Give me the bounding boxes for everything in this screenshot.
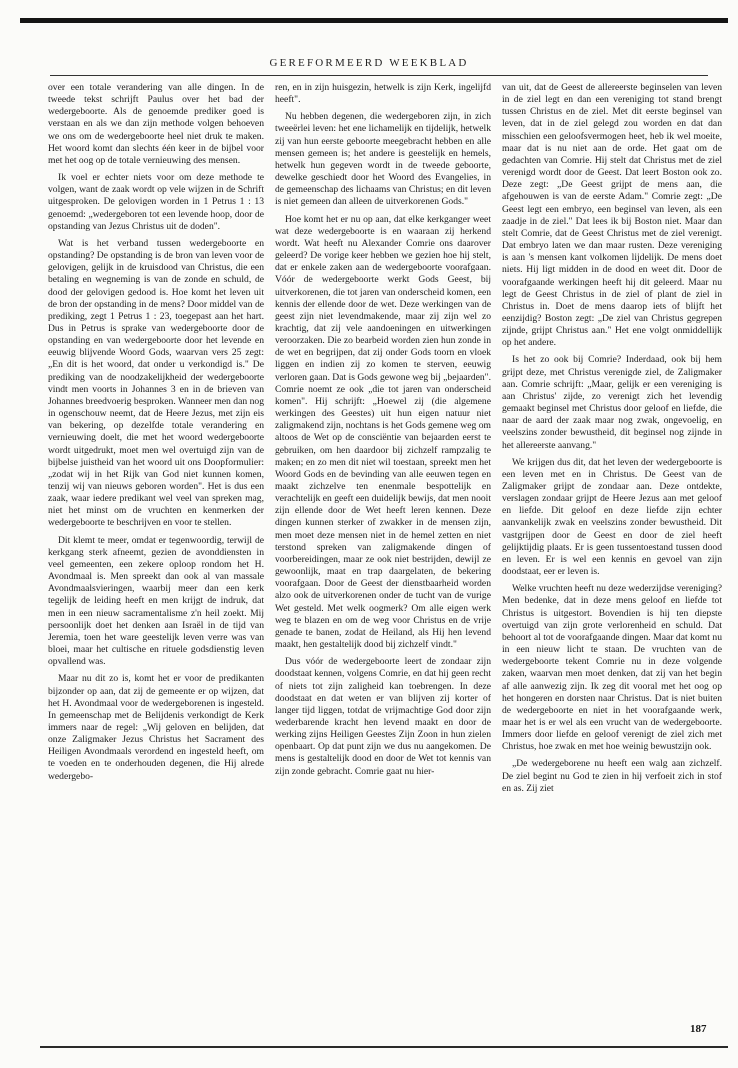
- paragraph: over een totale verandering van alle dingen. In de tweede tekst schrijft Paulus over het bad der wedergeboorte. Als de genoemde prediker goed is verstaan en als we dan zijn methode volgen behoeven we ons om de wedergeboorte heel niet druk te maken. Het woord komt dan slechts één keer in de bijbel voor met het oog op de totale vernieuwing des mensen.: [48, 82, 264, 166]
- running-header: GEREFORMEERD WEEKBLAD: [269, 57, 469, 69]
- text-column-3: [502, 82, 722, 1020]
- bottom-border-rule: [40, 1046, 728, 1048]
- paragraph: Nu hebben degenen, die wedergeboren zijn, in zich tweeërlei leven: het ene lichamelijk en tijdelijk, hetwelk zij van hun eerste geboorte meegebracht hebben en alle mensen gemeen is; het andere is geestelijk en hemels, hetwelk hun gegeven wordt in de tweede geboorte, dewelke geschiedt door het Woord des Evangelies, in de gemeenschap des lichaams van Christus; en dit leven is niet gemeen dan alleen de uitverkorenen Gods.": [275, 111, 491, 208]
- text-column-2: [275, 82, 491, 1020]
- paragraph: We krijgen dus dit, dat het leven der wedergeboorte is een leven met en in Christus. De Geest van de Zaligmaker grijpt de zondaar aan. Deze ontdekte, verslagen zondaar grijpt de Heere Jezus aan met geloof en liefde. Dit geloof en deze liefde zijn echter aanvankelijk zwak en veelszins zonder bewustheid. Dit vastgrijpen door de Geest en door de ziel heeft gelijktijdig plaats. Er is geen tussentoestand tussen dood en leven. Er is wel een kennis en gevoel van zijn doodstaat, eer er leven is.: [502, 456, 722, 578]
- paragraph: Ik voel er echter niets voor om deze methode te volgen, want de zaak wordt op vele wijzen in de Schrift uitgesproken. De gelovigen worden in 1 Petrus 1 : 13 genoemd: „wedergeboren tot een levende hoop, door de opstanding van Jezus Christus uit de doden".: [48, 172, 264, 232]
- page-number: 187: [690, 1023, 707, 1035]
- text-column-1: [48, 82, 264, 1020]
- paragraph: ren, en in zijn huisgezin, hetwelk is zijn Kerk, ingelijfd heeft".: [275, 82, 491, 106]
- paragraph: Welke vruchten heeft nu deze wederzijdse vereniging? Men bedenke, dat in deze mens geloof en liefde tot Christus is uitgestort. Bovendien is hij ten diepste overtuigd van zijn grote verlorenheid en schuld. Dat behoort al tot de voorafgaande dingen. Maar dat komt nu in een nieuw licht te staan. De vruchten van de wedergeboorte tekent Comrie nu in deze volgende zaken, waarvan men moet denken, dat zij van het begin af alle aanwezig zijn. Ik zeg dit vooral met het oog op het hongeren en dorsten naar Christus. Dat is niet buiten de wedergeboorte en niet in het voorafgaande werk, maar het is er wel als een vrucht van de wedergeboorte. Immers door liefde en geloof verenigt de ziel zich met Christus, hoe zwak en met hoe weinig bewustzijn ook.: [502, 583, 722, 753]
- header-rule: [50, 75, 708, 76]
- paragraph: Maar nu dit zo is, komt het er voor de predikanten bijzonder op aan, dat zij de gemeente er op wijzen, dat het H. Avondmaal voor de wedergeborenen is ingesteld. In gemeenschap met de Belijdenis verkondigt de Kerk immers naar de regel: „Wij geloven en belijden, dat onze Zaligmaker Jezus Christus het Sacrament des Heiligen Avondmaals verordend en ingesteld heeft, om te voeden en te onderhouden degenen, die Hij alrede wedergebo-: [48, 673, 264, 782]
- paragraph: Wat is het verband tussen wedergeboorte en opstanding? De opstanding is de bron van leven voor de gelovigen, gelijk in de kruisdood van Christus, die een betaling en wegneming is van de zonde en schuld, de dood der gelovigen gedood is. Hoe komt het leven uit de bron der opstanding in de mens? Door middel van de prediking, zegt 1 Petrus 1 : 23, toegepast aan het hart. Dus in Petrus is sprake van wedergeboorte door de opstanding en van wedergeboorte door het levende en eeuwig blijvende Woord Gods, waarvan vers 25 zegt: „En dit is het woord, dat onder u verkondigd is." De prediking van de noodzakelijkheid der wedergeboorte vindt men voorts in Johannes 3 en in de brieven van Johannes breedvoerig besproken. Wanneer men dan nog in ogenschouw neemt, dat de Heere Jezus, met zijn eis van bekering, op dezelfde totale verandering en vernieuwing doelt, die met het woord wedergeboorte wordt uitgedrukt, moet men wel overtuigd zijn van de bijbelse juistheid van het woord uit ons Doopformulier: „zodat wij in het Rijk van God niet kunnen komen, tenzij wij van nieuws geboren worden". Het is dus een zaak, waar iedere predikant wel veel van spreken mag, niet het minst om de vruchten en kenmerken der wedergeboorte te beschrijven en voor te stellen.: [48, 237, 264, 529]
- paragraph: Dit klemt te meer, omdat er tegenwoordig, terwijl de kerkgang sterk afneemt, gezien de avonddiensten in veel gemeenten, een zekere oploop rondom het H. Avondmaal is. Men spreekt dan ook al van massale Avondmaalsvieringen, waarbij meer dan een kerk tegelijk de leiding heeft en men krijgt de indruk, dat men in een nieuw sacramentalisme z'n heil zoekt. Mij persoonlijk doet het denken aan Israël in de tijd van Jeremia, toen het ware geestelijk leven verre was van bloei, maar het cultische en rituele godsdienstig leven opvallend was.: [48, 534, 264, 668]
- paragraph: Hoe komt het er nu op aan, dat elke kerkganger weet wat deze wedergeboorte is en waaraan zij herkend wordt. Wat heeft nu Alexander Comrie ons daarover geleerd? De vorige keer hebben we gezien hoe hij stelt, dat er enkele zaken aan de wedergeboorte voorafgaan. Vóór de wedergeboorte werkt Gods Geest, bij uitverkorenen, die tot jaren van onderscheid komen, een kennis der ellende door de wet. Deze werkingen van de geest zijn niet levendmakende, maar zij zijn wel zo krachtig, dat zij vele aandoeningen en uitwerkingen veroorzaken. Die zo bearbeid worden zien hun zonde in de wet en begrijpen, dat zij onder Gods toorn en vloek liggen en indien zij zo komen te sterven, eeuwig verloren gaan. Dat is Gods gewone weg bij „bejaarden". Comrie noemt ze ook „die tot jaren van onderscheid komen". Hij schrijft: „Hoewel zij (die algemene werkingen des Geestes) uit hun eigen natuur niet zaligmakend zijn, nochtans is het Gods gemene weg om altoos de Wet op de consciëntie van bejaarden eerst te gebruiken, om hen daardoor bij zichzelf rampzalig te maken; en zo men dit niet wil toestaan, spreekt men het Woord Gods en de bevinding van alle eeuwen tegen en maakt zichzelve ten enenmale bespottelijk en verachtelijk en geeft een duidelijk bewijs, dat men nooit zijn ellende door de Wet heeft leren kennen. Deze dingen kunnen sterker of zwakker in de mensen zijn, men moet deze mensen niet in de hemel zetten en niet terstond spreken van zaligmakende dingen of voorbereidingen, maar ze ook niet bestrijden, dewijl ze gewoonlijk, maat en trap daargelaten, de bekering voorafgaan. Door de Geest der dienstbaarheid worden alzo ook de uitverkorenen onder de tucht van de vurige Wet gesteld. Met welk oogmerk? Om alle eigen werk weg te blazen en om de weg voor Christus en de vrije genade te banen, zodat de Heiland, als Hij hen levend maakt, hen gestaltelijk dood bij zichzelf vindt.": [275, 213, 491, 651]
- top-border-rule: [20, 18, 728, 23]
- paragraph: Is het zo ook bij Comrie? Inderdaad, ook bij hem grijpt deze, met Christus verenigde ziel, de Zaligmaker aan. Comrie schrijft: „Maar, gelijk er een vereniging is aan Christus' zijde, zo verenigt zich het levendig gemaakt beginsel met Christus door geloof en liefde, die naar de aard der zaak maar nog zwak, ongevoelig, en veelszins zonder bewustheid, dit beginsel nog zijnde in het allereerste aanvang.": [502, 354, 722, 451]
- paragraph: „De wedergeborene nu heeft een walg aan zichzelf. De ziel begint nu God te zien in hij verfoeit zich in stof en as. Zij ziet: [502, 758, 722, 794]
- paragraph: van uit, dat de Geest de allereerste beginselen van leven in de ziel legt en dan een vereniging tot stand brengt tussen Christus en de ziel. Met dit eerste beginsel van leven, dat in de ziel gelegd zou worden en dat dan misschien een geloofsvermogen heet, heb ik wel moeite, maar dat is nu niet aan de orde. Het gaat om de gedachten van Comrie. Hij stelt dat Christus met de ziel verenigd wordt door de Geest. Dat leert Boston ook zo. Deze zegt: „De Geest grijpt de mens aan, die afgehouwen is van de eerste Adam." Comrie zegt: „De Geest legt een embryo, een beginsel van leven, als een zaadje in de ziel." Dat lees ik bij Boston niet. Maar dan stelt Comrie, dat de Geest Christus met de ziel verenigt. Dat embryo laten we dan maar rusten. Deze vereniging is aan 's mensen kant volkomen lijdelijk. De mens doet niets. Hij ligt midden in de dood en weet dit. Door de voorafgaande werkingen heeft hij dit geleerd. Maar nu legt de Geest Christus in de ziel of plant de ziel in Christus in. Doet de mens daarop iets of blijft het eenzijdig? Boston zegt: „De ziel van Christus gegrepen zijnde, grijpt Christus aan." Het ene volgt onmiddellijk op het andere.: [502, 82, 722, 349]
- paragraph: Dus vóór de wedergeboorte leert de zondaar zijn doodstaat kennen, volgens Comrie, en dat hij geen recht of niets tot zijn zaligheid kan toebrengen. In deze doodstaat en dat weten er van blijven zij korter of langer tijd liggen, totdat de vrijmachtige God door zijn wederbarende kracht hen levend maakt en door de werking zijns Heiligen Geestes Zijn Zoon in hun zielen openbaart. Op dat punt zijn we dus nu aangekomen. De mens is gestaltelijk dood en door de Wet tot kennis van zijn zonde gebracht. Comrie gaat nu hier-: [275, 656, 491, 777]
